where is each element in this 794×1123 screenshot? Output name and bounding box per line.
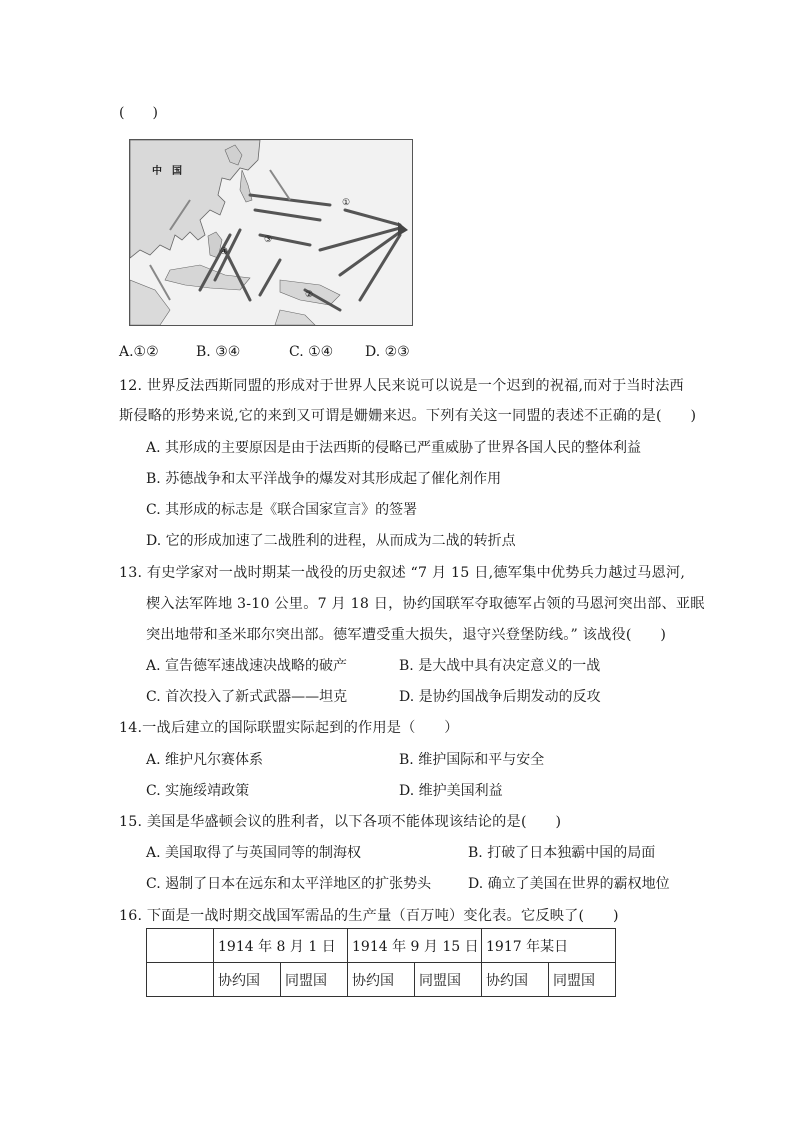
q11-option-d[interactable]: D. ②③ [365,344,410,360]
q15-option-b[interactable]: B. 打破了日本独霸中国的局面 [468,845,656,861]
map-marker-4: ④ [220,247,229,257]
table-header-row [147,929,616,963]
q12-option-a[interactable]: A. 其形成的主要原因是由于法西斯的侵略已严重威胁了世界各国人民的整体利益 [146,440,642,456]
q13-stem-line-3: 突出地带和圣米耶尔突出部。德军遭受重大损失，退守兴登堡防线。” 该战役( ) [146,627,667,643]
pacific-war-map [129,139,413,326]
q11-option-a[interactable]: A.①② [119,344,159,360]
q14-stem: 14.一战后建立的国际联盟实际起到的作用是（ ） [119,720,459,736]
table-side-cell: 同盟国 [549,963,616,997]
q13-stem-line-1: 13. 有史学家对一战时期某一战役的历史叙述 “7 月 15 日,德军集中优势兵力越过马恩河, [119,565,686,581]
q15-stem: 15. 美国是华盛顿会议的胜利者，以下各项不能体现该结论的是( ) [119,814,562,830]
map-label-china: 中 国 [152,166,182,177]
q12-option-c[interactable]: C. 其形成的标志是《联合国家宣言》的签署 [146,502,418,518]
q12-stem-line-1: 12. 世界反法西斯同盟的形成对于世界人民来说可以说是一个迟到的祝福,而对于当时法西 [119,378,684,394]
q13-option-d[interactable]: D. 是协约国战争后期发动的反攻 [399,689,601,705]
map-marker-1: ① [342,198,351,208]
q15-option-a[interactable]: A. 美国取得了与英国同等的制海权 [146,845,362,861]
answer-bracket: ( ) [119,105,158,121]
munitions-production-table [146,928,616,997]
table-side-cell: 同盟国 [281,963,348,997]
table-date-header: 1914 年 8 月 1 日 [214,929,348,963]
q12-option-d[interactable]: D. 它的形成加速了二战胜利的进程，从而成为二战的转折点 [146,533,516,549]
q15-option-c[interactable]: C. 遏制了日本在远东和太平洋地区的扩张势头 [146,876,432,892]
table-date-header: 1914 年 9 月 15 日 [348,929,482,963]
q13-option-c[interactable]: C. 首次投入了新式武器——坦克 [146,689,348,705]
q15-option-d[interactable]: D. 确立了美国在世界的霸权地位 [468,876,670,892]
q13-option-a[interactable]: A. 宣告德军速战速决战略的破产 [146,658,348,674]
q13-option-b[interactable]: B. 是大战中具有决定意义的一战 [399,658,601,674]
table-side-cell: 协约国 [348,963,415,997]
q12-stem-line-2: 斯侵略的形势来说,它的来到又可谓是姗姗来迟。下列有关这一同盟的表述不正确的是( ) [119,408,697,424]
q14-option-d[interactable]: D. 维护美国利益 [399,783,503,799]
q12-option-b[interactable]: B. 苏德战争和太平洋战争的爆发对其形成起了催化剂作用 [146,471,502,487]
q14-option-a[interactable]: A. 维护凡尔赛体系 [146,752,264,768]
table-corner-cell [147,929,214,963]
table-label-cell [147,963,214,997]
table-row [147,963,616,997]
table-date-header: 1917 年某日 [482,929,616,963]
q11-option-b[interactable]: B. ③④ [196,344,241,360]
q13-stem-line-2: 楔入法军阵地 3-10 公里。7 月 18 日，协约国联军夺取德军占领的马恩河突出部、亚眠 [146,596,705,612]
table-side-cell: 协约国 [214,963,281,997]
q16-stem: 16. 下面是一战时期交战国军需品的生产量（百万吨）变化表。它反映了( ) [119,908,619,924]
q11-option-c[interactable]: C. ①④ [289,344,334,360]
table-side-cell: 同盟国 [415,963,482,997]
q14-option-c[interactable]: C. 实施绥靖政策 [146,783,250,799]
map-marker-2: ② [305,290,314,300]
q14-option-b[interactable]: B. 维护国际和平与安全 [399,752,545,768]
map-marker-3: ③ [264,235,273,245]
table-side-cell: 协约国 [482,963,549,997]
